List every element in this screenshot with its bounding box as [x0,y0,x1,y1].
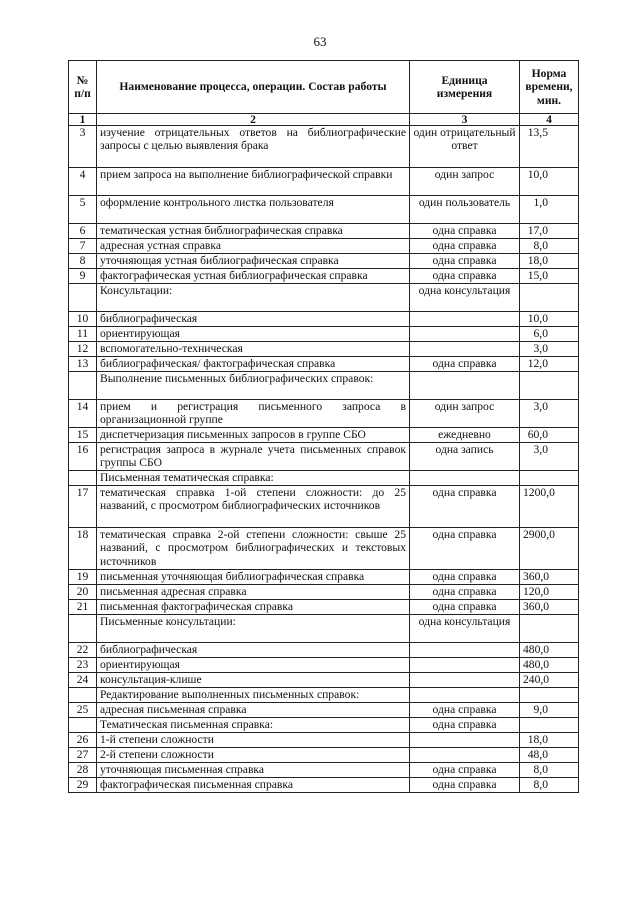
row-name: тематическая устная библиографическая справка [97,224,410,239]
table-row [69,763,579,778]
table-row [69,688,579,703]
row-name: библиографическая [97,643,410,658]
row-unit: один пользователь [410,196,520,224]
row-name: Выполнение письменных библиографических справок: [97,372,410,400]
row-unit [410,748,520,763]
row-unit [410,372,520,400]
row-name: библиографическая [97,312,410,327]
row-norm: 9,0 [520,703,579,718]
row-unit [410,327,520,342]
row-number: 9 [69,269,97,284]
row-number: 7 [69,239,97,254]
table-row [69,224,579,239]
row-norm [520,615,579,643]
row-unit: одна консультация [410,615,520,643]
row-number: 11 [69,327,97,342]
row-number: 21 [69,600,97,615]
row-unit [410,312,520,327]
row-number: 23 [69,658,97,673]
row-number: 28 [69,763,97,778]
row-name: оформление контрольного листка пользователя [97,196,410,224]
row-norm: 8,0 [520,763,579,778]
row-unit: один запрос [410,400,520,428]
page-number: 63 [313,34,327,49]
row-norm: 480,0 [520,643,579,658]
table-row [69,239,579,254]
row-unit: одна справка [410,528,520,570]
table-row [69,372,579,400]
row-norm: 3,0 [520,400,579,428]
row-number: 15 [69,428,97,443]
row-unit: одна справка [410,778,520,793]
table-row [69,486,579,528]
row-norm: 360,0 [520,600,579,615]
row-norm: 120,0 [520,585,579,600]
table-row [69,658,579,673]
row-unit: один отрицательный ответ [410,126,520,168]
table-row [69,585,579,600]
table-row [69,284,579,312]
column-index: 4 [520,114,579,126]
row-number: 26 [69,733,97,748]
work-norms-table [68,60,579,793]
table-row [69,357,579,372]
table-row [69,254,579,269]
row-name: Тематическая письменная справка: [97,718,410,733]
row-name: диспетчеризация письменных запросов в группе СБО [97,428,410,443]
table-row [69,643,579,658]
table-row [69,196,579,224]
row-unit [410,673,520,688]
row-name: консультация-клише [97,673,410,688]
table-row [69,471,579,486]
row-norm: 480,0 [520,658,579,673]
row-number: 12 [69,342,97,357]
header-name: Наименование процесса, операции. Состав работы [97,61,410,114]
row-name: адресная письменная справка [97,703,410,718]
row-number: 22 [69,643,97,658]
row-number: 17 [69,486,97,528]
row-norm: 360,0 [520,570,579,585]
row-number: 20 [69,585,97,600]
row-number: 8 [69,254,97,269]
row-number: 5 [69,196,97,224]
row-name: вспомогательно-техническая [97,342,410,357]
row-name: фактографическая устная библиографическая справка [97,269,410,284]
row-name: изучение отрицательных ответов на библиографические запросы с целью выявления брака [97,126,410,168]
row-unit [410,342,520,357]
table-row [69,342,579,357]
row-norm: 8,0 [520,239,579,254]
row-unit: одна справка [410,718,520,733]
row-name: 2-й степени сложности [97,748,410,763]
row-unit: одна справка [410,357,520,372]
row-number [69,615,97,643]
header-row [69,61,579,114]
row-name: Редактирование выполненных письменных справок: [97,688,410,703]
row-norm: 2900,0 [520,528,579,570]
table-row [69,703,579,718]
row-unit: ежедневно [410,428,520,443]
table-row [69,748,579,763]
row-unit: один запрос [410,168,520,196]
row-unit: одна запись [410,443,520,471]
row-norm: 8,0 [520,778,579,793]
row-norm: 18,0 [520,254,579,269]
row-name: тематическая справка 2-ой степени сложности: свыше 25 названий, с просмотром библиографических и текстовых источников [97,528,410,570]
row-number: 16 [69,443,97,471]
table-row [69,126,579,168]
row-unit: одна справка [410,224,520,239]
row-norm [520,284,579,312]
table-row [69,312,579,327]
header-unit: Единица измерения [410,61,520,114]
row-unit: одна справка [410,585,520,600]
row-norm: 1200,0 [520,486,579,528]
row-unit: одна справка [410,570,520,585]
table-row [69,168,579,196]
row-number: 27 [69,748,97,763]
row-unit: одна справка [410,239,520,254]
row-number: 6 [69,224,97,239]
row-norm: 48,0 [520,748,579,763]
row-name: Консультации: [97,284,410,312]
row-number: 24 [69,673,97,688]
table-row [69,443,579,471]
row-number [69,718,97,733]
row-norm: 240,0 [520,673,579,688]
row-unit: одна справка [410,763,520,778]
row-name: регистрация запроса в журнале учета письменных справок группы СБО [97,443,410,471]
row-number [69,284,97,312]
row-unit: одна справка [410,600,520,615]
row-unit [410,688,520,703]
header-num: № п/п [69,61,97,114]
table-row [69,673,579,688]
table-row [69,528,579,570]
row-norm: 17,0 [520,224,579,239]
table-row [69,718,579,733]
row-unit [410,658,520,673]
column-index: 2 [97,114,410,126]
row-name: уточняющая устная библиографическая справка [97,254,410,269]
row-name: тематическая справка 1-ой степени сложности: до 25 названий, с просмотром библиографических источников [97,486,410,528]
row-unit: одна консультация [410,284,520,312]
row-name: прием запроса на выполнение библиографической справки [97,168,410,196]
row-number: 10 [69,312,97,327]
column-index: 1 [69,114,97,126]
row-name: ориентирующая [97,658,410,673]
row-norm: 6,0 [520,327,579,342]
row-norm: 13,5 [520,126,579,168]
row-number [69,688,97,703]
table-row [69,570,579,585]
row-name: прием и регистрация письменного запроса в организационной группе [97,400,410,428]
row-name: ориентирующая [97,327,410,342]
row-number: 29 [69,778,97,793]
row-name: уточняющая письменная справка [97,763,410,778]
row-number: 13 [69,357,97,372]
row-name: 1-й степени сложности [97,733,410,748]
table-row [69,733,579,748]
row-number: 18 [69,528,97,570]
row-norm [520,471,579,486]
row-name: фактографическая письменная справка [97,778,410,793]
row-norm: 10,0 [520,312,579,327]
row-norm: 3,0 [520,342,579,357]
row-unit: одна справка [410,254,520,269]
row-number [69,372,97,400]
row-name: письменная адресная справка [97,585,410,600]
table-row [69,428,579,443]
row-unit: одна справка [410,486,520,528]
table-row [69,615,579,643]
row-unit [410,733,520,748]
row-norm: 3,0 [520,443,579,471]
table-row [69,400,579,428]
row-unit: одна справка [410,703,520,718]
row-norm [520,372,579,400]
row-unit [410,643,520,658]
row-number: 3 [69,126,97,168]
row-name: библиографическая/ фактографическая справка [97,357,410,372]
row-name: письменная уточняющая библиографическая справка [97,570,410,585]
row-norm: 15,0 [520,269,579,284]
row-unit: одна справка [410,269,520,284]
row-name: Письменные консультации: [97,615,410,643]
row-number: 14 [69,400,97,428]
row-name: адресная устная справка [97,239,410,254]
row-name: письменная фактографическая справка [97,600,410,615]
row-number: 4 [69,168,97,196]
row-number: 19 [69,570,97,585]
row-number [69,471,97,486]
table-row [69,600,579,615]
row-norm: 60,0 [520,428,579,443]
table-row [69,778,579,793]
row-norm [520,718,579,733]
row-norm: 18,0 [520,733,579,748]
row-norm: 10,0 [520,168,579,196]
column-index-row [69,114,579,126]
header-norm: Норма времени, мин. [520,61,579,114]
row-norm: 12,0 [520,357,579,372]
row-number: 25 [69,703,97,718]
column-index: 3 [410,114,520,126]
row-unit [410,471,520,486]
table-row [69,269,579,284]
row-name: Письменная тематическая справка: [97,471,410,486]
row-norm [520,688,579,703]
table-row [69,327,579,342]
row-norm: 1,0 [520,196,579,224]
